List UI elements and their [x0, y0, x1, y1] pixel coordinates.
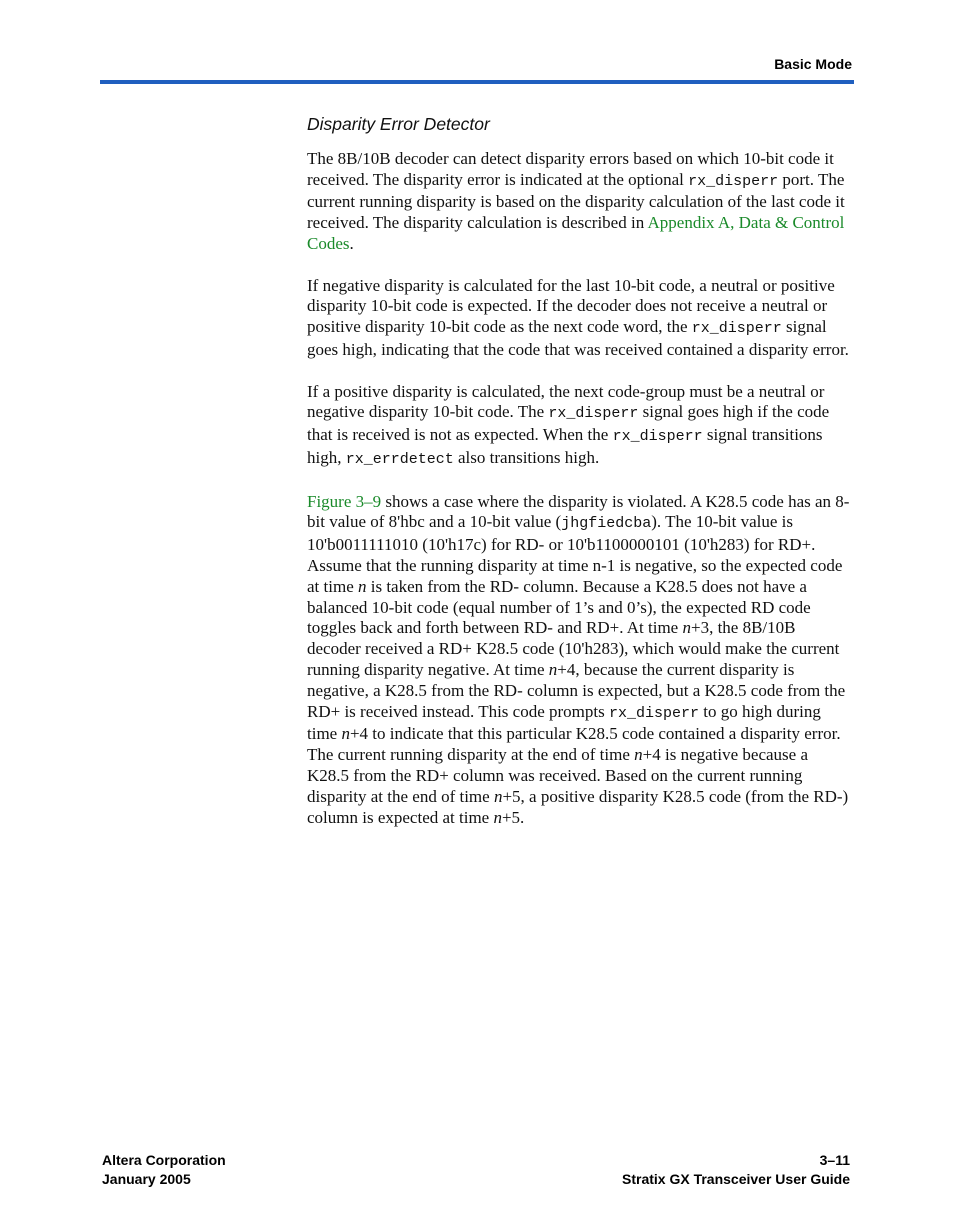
code-rx-disperr: rx_disperr	[612, 428, 703, 446]
footer-date: January 2005	[102, 1171, 191, 1187]
header-rule	[100, 80, 854, 84]
code-rx-disperr: rx_disperr	[691, 320, 782, 338]
page-number: 3–11	[819, 1152, 850, 1168]
running-header-title: Basic Mode	[774, 56, 852, 72]
footer-company: Altera Corporation	[102, 1152, 226, 1168]
code-rx-disperr: rx_disperr	[688, 172, 779, 190]
code-rx-disperr: rx_disperr	[548, 405, 639, 423]
appendix-a-link[interactable]: Appendix A, Data & Control Codes	[307, 213, 845, 253]
section-heading: Disparity Error Detector	[307, 114, 490, 134]
code-rx-errdetect: rx_errdetect	[345, 450, 454, 468]
paragraph-1: The 8B/10B decoder can detect disparity errors based on which 10-bit code it received. The disparity error is indicated at the optional rx_disperr port. The current running disparity is based on the disparity calculation of the last code it received. The disparity calculation is described in Appendix A, Data & Control Codes.	[307, 148, 845, 253]
figure-3-9-link[interactable]: Figure 3–9	[307, 491, 382, 511]
page-content	[307, 114, 852, 849]
code-jhgfiedcba: jhgfiedcba	[561, 515, 652, 533]
paragraph-4: Figure 3–9 shows a case where the disparity is violated. A K28.5 code has an 8-bit value of 8'hbc and a 10-bit value (jhgfiedcba). The 10-bit value is 10'b0011111010 (10'h17c) for RD- or 10'b1100000101 (10'h283) for RD+. Assume that the running disparity at time n-1 is negative, so the expected code at time n is taken from the RD- column. Because a K28.5 does not have a balanced 10-bit code (equal number of 1’s and 0’s), the expected RD code toggles back and forth between RD- and RD+. At time n+3, the 8B/10B decoder received a RD+ K28.5 code (10'h283), which would make the current running disparity negative. At time n+4, because the current disparity is negative, a K28.5 from the RD- column is expected, but a K28.5 code from the RD+ is received instead. This code prompts rx_disperr to go high during time n+4 to indicate that this particular K28.5 code contained a disparity error. The current running disparity at the end of time n+4 is negative because a K28.5 from the RD+ column was received. Based on the current running disparity at the end of time n+5, a positive disparity K28.5 code (from the RD-) column is expected at time n+5.	[307, 491, 850, 827]
footer-guide-title: Stratix GX Transceiver User Guide	[622, 1171, 850, 1187]
paragraph-3: If a positive disparity is calculated, the next code-group must be a neutral or negative disparity 10-bit code. The rx_disperr signal goes high if the code that is received is not as expected. When the rx_disperr signal transitions high, rx_errdetect also transitions high.	[307, 381, 830, 468]
footer-left	[102, 1151, 226, 1189]
paragraph-2: If negative disparity is calculated for the last 10-bit code, a neutral or positive disparity 10-bit code is expected. If the decoder does not receive a neutral or positive disparity 10-bit code as the next code word, the rx_disperr signal goes high, indicating that the code that was received contained a disparity error.	[307, 275, 849, 359]
code-rx-disperr: rx_disperr	[609, 704, 700, 722]
footer-right	[622, 1151, 850, 1189]
